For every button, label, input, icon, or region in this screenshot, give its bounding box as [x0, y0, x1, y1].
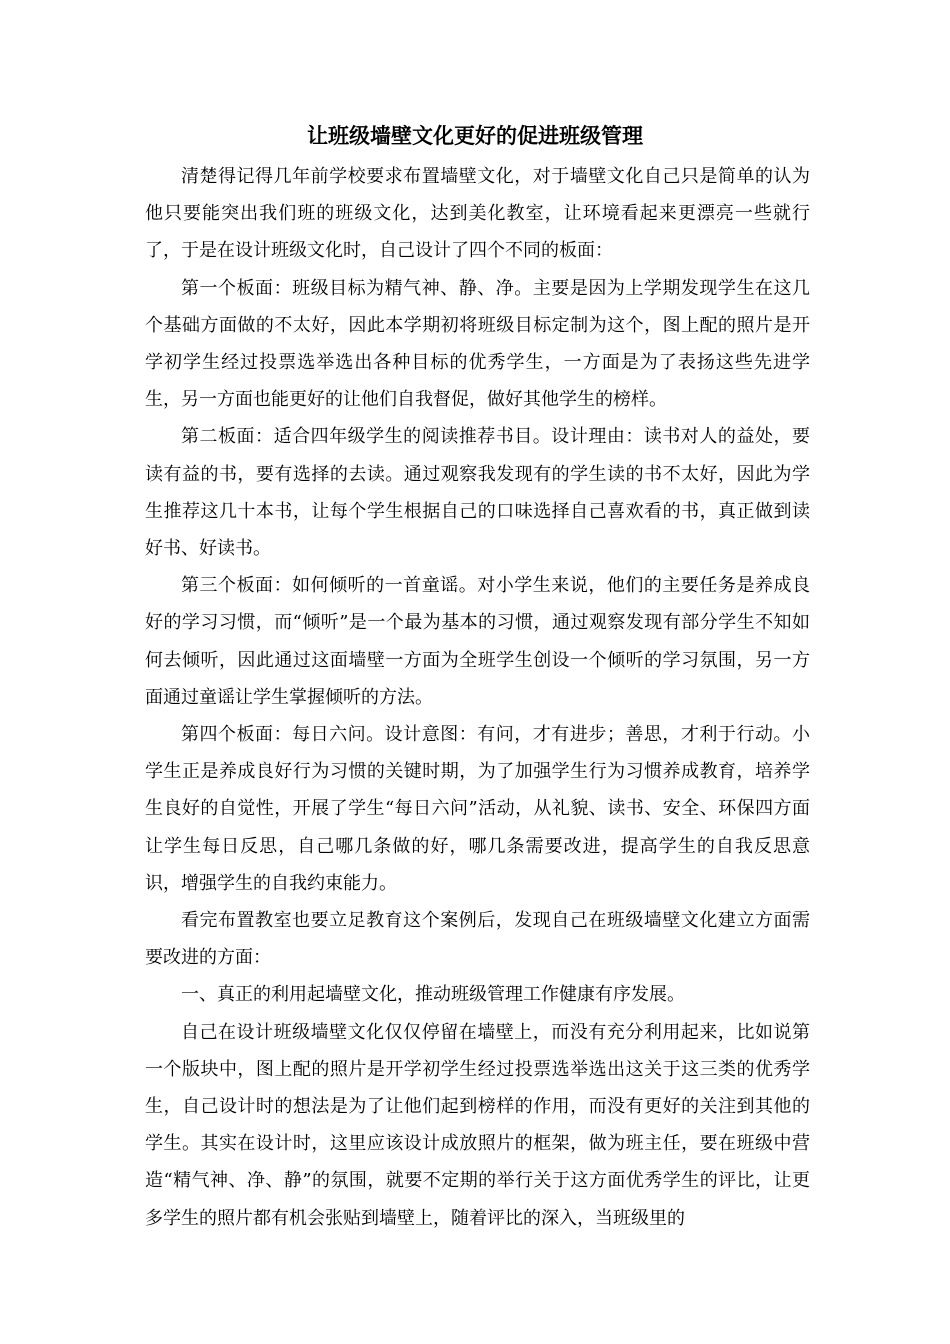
- paragraph-board-3: 第三个板面：如何倾听的一首童谣。对小学生来说，他们的主要任务是养成良好的学习习惯，而“倾听”是一个最为基本的习惯，通过观察发现有部分学生不知如何去倾听，因此通过这面墙壁一方面为全班学生创设一个倾听的学习氛围，另一方面通过童谣让学生掌握倾听的方法。: [145, 575, 810, 708]
- document-title: 让班级墙壁文化更好的促进班级管理: [307, 123, 643, 148]
- paragraph-detail: 自己在设计班级墙壁文化仅仅停留在墙壁上，而没有充分利用起来，比如说第一个版块中，图上配的照片是开学初学生经过投票选举选出这关于这三类的优秀学生，自己设计时的想法是为了让他们起到榜样的作用，而没有更好的关注到其他的学生。其实在设计时，这里应该设计成放照片的框架，做为班主任，要在班级中营造“精气神、净、静”的氛围，就要不定期的举行关于这方面优秀学生的评比，让更多学生的照片都有机会张贴到墙壁上，随着评比的深入，当班级里的: [145, 1021, 810, 1229]
- paragraph-board-1: 第一个板面：班级目标为精气神、静、净。主要是因为上学期发现学生在这几个基础方面做的不太好，因此本学期初将班级目标定制为这个，图上配的照片是开学初学生经过投票选举选出各种目标的优秀学生，一方面是为了表扬这些先进学生，另一方面也能更好的让他们自我督促，做好其他学生的榜样。: [145, 277, 810, 411]
- paragraph-heading-1: 一、真正的利用起墙壁文化，推动班级管理工作健康有序发展。: [181, 984, 685, 1006]
- paragraph-intro: 清楚得记得几年前学校要求布置墙壁文化，对于墙壁文化自己只是简单的认为他只要能突出我们班的班级文化，达到美化教室，让环境看起来更漂亮一些就行了，于是在设计班级文化时，自己设计了四个不同的板面：: [145, 166, 810, 262]
- document-body: [145, 158, 810, 1237]
- paragraph-board-2: 第二板面：适合四年级学生的阅读推荐书目。设计理由：读书对人的益处，要读有益的书，要有选择的去读。通过观察我发现有的学生读的书不太好，因此为学生推荐这几十本书，让每个学生根据自己的口味选择自己喜欢看的书，真正做到读好书、好读书。: [145, 426, 810, 560]
- paragraph-board-4: 第四个板面：每日六问。设计意图：有问，才有进步；善思，才利于行动。小学生正是养成良好行为习惯的关键时期，为了加强学生行为习惯养成教育，培养学生良好的自觉性，开展了学生“每日六问”活动，从礼貌、读书、安全、环保四方面让学生每日反思，自己哪几条做的好，哪几条需要改进，提高学生的自我反思意识，增强学生的自我约束能力。: [145, 724, 810, 894]
- paragraph-reflection: 看完布置教室也要立足教育这个案例后，发现自己在班级墙壁文化建立方面需要改进的方面：: [145, 910, 810, 969]
